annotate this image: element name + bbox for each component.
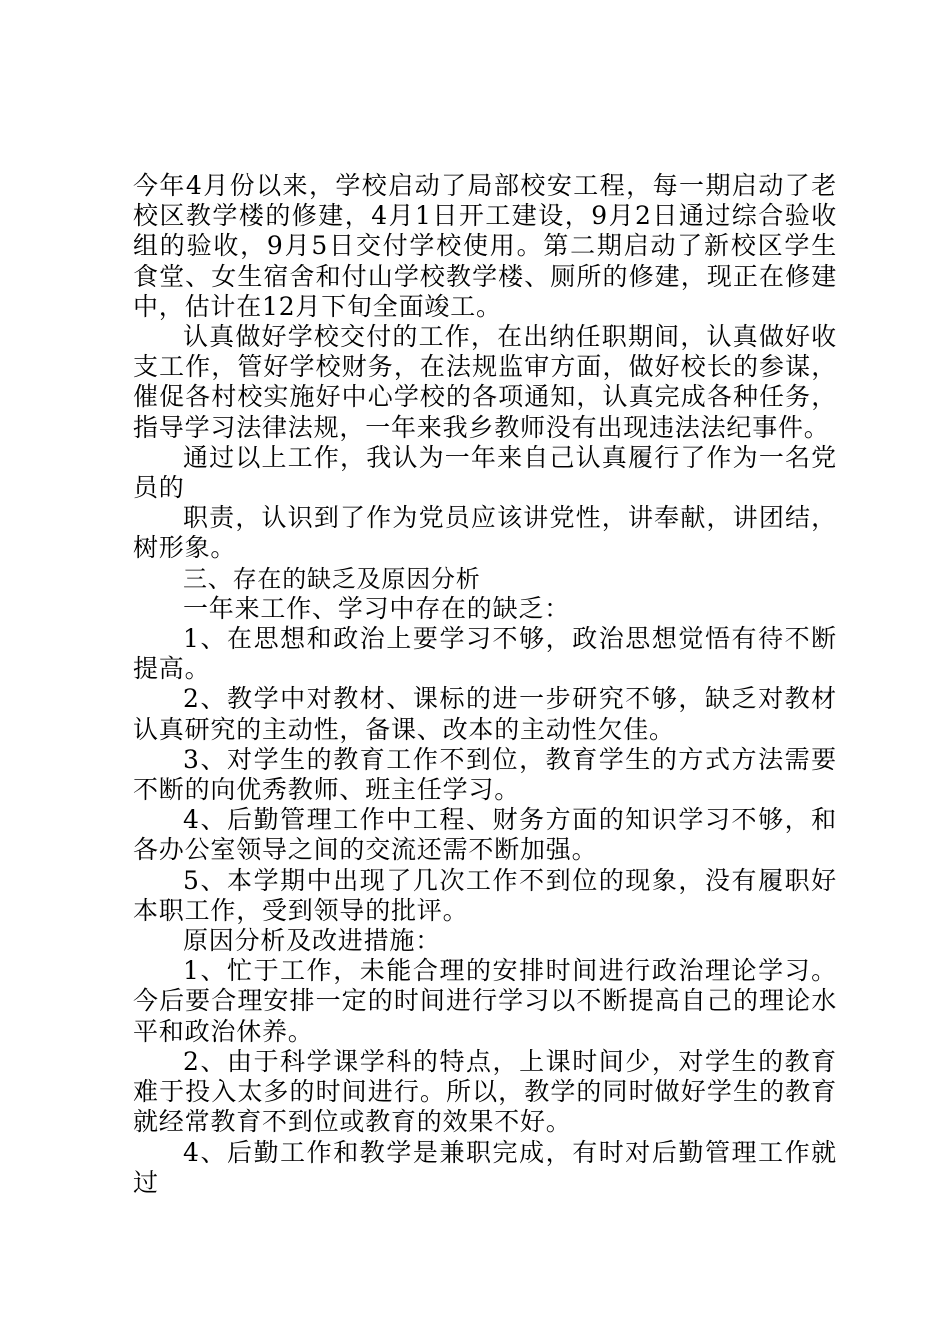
- paragraph-party-member-duty: 通过以上工作，我认为一年来自己认真履行了作为一名党员的: [133, 442, 837, 503]
- paragraph-cashier-duties: 认真做好学校交付的工作，在出纳任职期间，认真做好收支工作，管好学校财务，在法规监审方面，做好校长的参谋，催促各村校实施好中心学校的各项通知，认真完成各种任务，指导学习法律法规，一年来我乡教师没有出现违法法纪事件。: [133, 322, 837, 442]
- paragraph-shortcomings-intro: 一年来工作、学习中存在的缺乏：: [183, 593, 571, 623]
- paragraph-party-member-responsibility: 职责，认识到了作为党员应该讲党性，讲奉献，讲团结，树形象。: [133, 503, 837, 563]
- paragraph-project-progress: 今年4月份以来，学校启动了局部校安工程，每一期启动了老校区教学楼的修建，4月1日开工建设，9月2日通过综合验收组的验收，9月5日交付学校使用。第二期启动了新校区学生食堂、女生宿舍和付山学校教学楼、厕所的修建，现正在修建中，估计在12月下旬全面竣工。: [133, 171, 837, 321]
- list-item-cause-4: 4、后勤工作和教学是兼职完成，有时对后勤管理工作就过: [133, 1137, 837, 1197]
- paragraph-causes-intro: 原因分析及改进措施：: [183, 926, 442, 956]
- list-item-shortcoming-2: 2、教学中对教材、课标的进一步研究不够，缺乏对教材认真研究的主动性，备课、改本的主动性欠佳。: [133, 684, 837, 744]
- list-item-shortcoming-4: 4、后勤管理工作中工程、财务方面的知识学习不够，和各办公室领导之间的交流还需不断加强。: [133, 805, 837, 865]
- list-item-cause-1: 1、忙于工作，未能合理的安排时间进行政治理论学习。今后要合理安排一定的时间进行学习以不断提高自己的理论水平和政治休养。: [133, 956, 837, 1046]
- list-item-cause-2: 2、由于科学课学科的特点，上课时间少，对学生的教育难于投入太多的时间进行。所以，教学的同时做好学生的教育就经常教育不到位或教育的效果不好。: [133, 1046, 837, 1137]
- list-item-shortcoming-1: 1、在思想和政治上要学习不够，政治思想觉悟有待不断提高。: [133, 624, 837, 684]
- section-heading-shortcomings: 三、存在的缺乏及原因分析: [183, 564, 481, 593]
- list-item-shortcoming-5: 5、本学期中出现了几次工作不到位的现象，没有履职好本职工作，受到领导的批评。: [133, 865, 837, 925]
- list-item-shortcoming-3: 3、对学生的教育工作不到位，教育学生的方式方法需要不断的向优秀教师、班主任学习。: [133, 744, 837, 805]
- document-body: [133, 171, 837, 1198]
